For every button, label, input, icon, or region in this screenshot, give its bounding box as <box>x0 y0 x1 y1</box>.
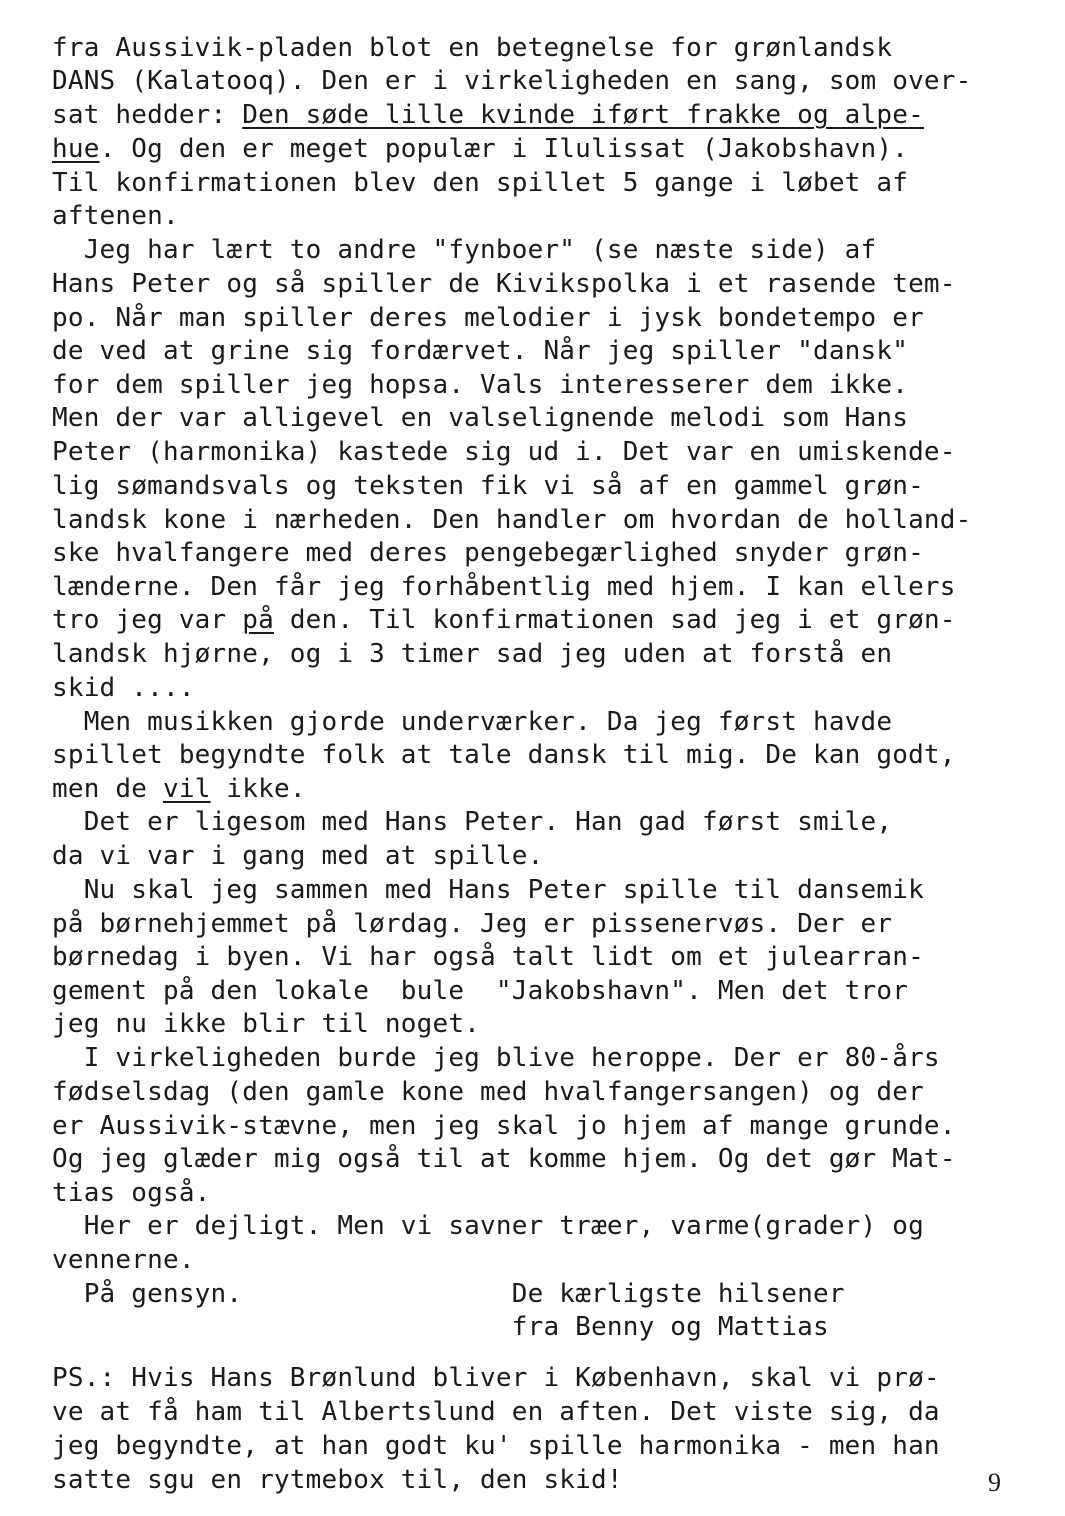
text-line <box>52 773 306 806</box>
text-line: landsk hjørne, og i 3 timer sad jeg uden at forstå en <box>52 639 893 669</box>
text-line: lænderne. Den får jeg forhåbentlig med hjem. I kan ellers <box>52 572 956 602</box>
underlined-song-title-end: hue <box>52 134 100 164</box>
text-line: Peter (harmonika) kastede sig ud i. Det var en umiskende- <box>52 437 956 467</box>
postscript-line: jeg begyndte, at han godt ku' spille harmonika - men han <box>52 1431 940 1461</box>
text-line: aftenen. <box>52 201 179 231</box>
text-line: lig sømandsvals og teksten fik vi så af en gammel grøn- <box>52 471 924 501</box>
text-line: børnedag i byen. Vi har også talt lidt om et julearran- <box>52 942 924 972</box>
text-line <box>52 604 956 637</box>
text-line: på børnehjemmet på lørdag. Jeg er pissenervøs. Der er <box>52 909 893 939</box>
closing-line: På gensyn. De kærligste hilsener <box>52 1279 845 1309</box>
text-line: ske hvalfangere med deres pengebegærlighed snyder grøn- <box>52 538 924 568</box>
text-line: jeg nu ikke blir til noget. <box>52 1009 481 1039</box>
postscript-line: satte sgu en rytmebox til, den skid! <box>52 1465 623 1495</box>
text-line: Jeg har lært to andre "fynboer" (se næste side) af <box>52 235 877 265</box>
text-line: DANS (Kalatooq). Den er i virkeligheden en sang, som over- <box>52 66 972 96</box>
text-line: fra Aussivik-pladen blot en betegnelse for grønlandsk <box>52 33 893 63</box>
text-line: vennerne. <box>52 1245 195 1275</box>
text-line: Her er dejligt. Men vi savner træer, varme(grader) og <box>52 1211 924 1241</box>
text-line: tias også. <box>52 1178 211 1208</box>
text-line <box>52 99 924 132</box>
underlined-vil: vil <box>162 774 211 804</box>
text-fragment: men de <box>52 774 163 804</box>
text-line: fødselsdag (den gamle kone med hvalfangersangen) og der <box>52 1077 924 1107</box>
postscript-line: ve at få ham til Albertslund en aften. Det viste sig, da <box>52 1397 940 1427</box>
text-line <box>52 133 908 166</box>
text-line: er Aussivik-stævne, men jeg skal jo hjem af mange grunde. <box>52 1111 956 1141</box>
text-line: da vi var i gang med at spille. <box>52 841 544 871</box>
text-line: Nu skal jeg sammen med Hans Peter spille til dansemik <box>52 875 924 905</box>
text-line: skid .... <box>52 673 195 703</box>
text-fragment: den. Til konfirmationen sad jeg i et grøn- <box>273 605 956 635</box>
text-line: landsk kone i nærheden. Den handler om hvordan de holland- <box>52 505 972 535</box>
text-line: for dem spiller jeg hopsa. Vals interesserer dem ikke. <box>52 370 909 400</box>
page-number: 9 <box>988 1468 1001 1497</box>
text-line: Men der var alligevel en valselignende melodi som Hans <box>52 403 909 433</box>
text-line: Og jeg glæder mig også til at komme hjem. Og det gør Mat- <box>52 1144 956 1174</box>
signature-line: fra Benny og Mattias <box>52 1312 829 1342</box>
underlined-paa: på <box>242 605 274 635</box>
text-line: Til konfirmationen blev den spillet 5 gange i løbet af <box>52 168 909 198</box>
text-fragment: tro jeg var <box>52 605 243 635</box>
text-line: gement på den lokale bule "Jakobshavn". Men det tror <box>52 976 909 1006</box>
text-fragment: ikke. <box>210 774 306 804</box>
text-line: de ved at grine sig fordærvet. Når jeg spiller "dansk" <box>52 336 909 366</box>
text-line: Det er ligesom med Hans Peter. Han gad først smile, <box>52 807 893 837</box>
text-line: spillet begyndte folk at tale dansk til mig. De kan godt, <box>52 740 956 770</box>
underlined-song-title: Den søde lille kvinde iført frakke og alpe- <box>242 100 924 130</box>
text-line: po. Når man spiller deres melodier i jysk bondetempo er <box>52 303 924 333</box>
text-line: Hans Peter og så spiller de Kivikspolka i et rasende tem- <box>52 269 956 299</box>
text-fragment: . Og den er meget populær i Ilulissat (Jakobshavn). <box>99 134 909 164</box>
text-line: I virkeligheden burde jeg blive heroppe. Der er 80-års <box>52 1043 940 1073</box>
postscript-line: PS.: Hvis Hans Brønlund bliver i København, skal vi prø- <box>52 1363 940 1393</box>
text-fragment: sat hedder: <box>52 100 243 130</box>
text-line: Men musikken gjorde underværker. Da jeg først havde <box>52 707 893 737</box>
